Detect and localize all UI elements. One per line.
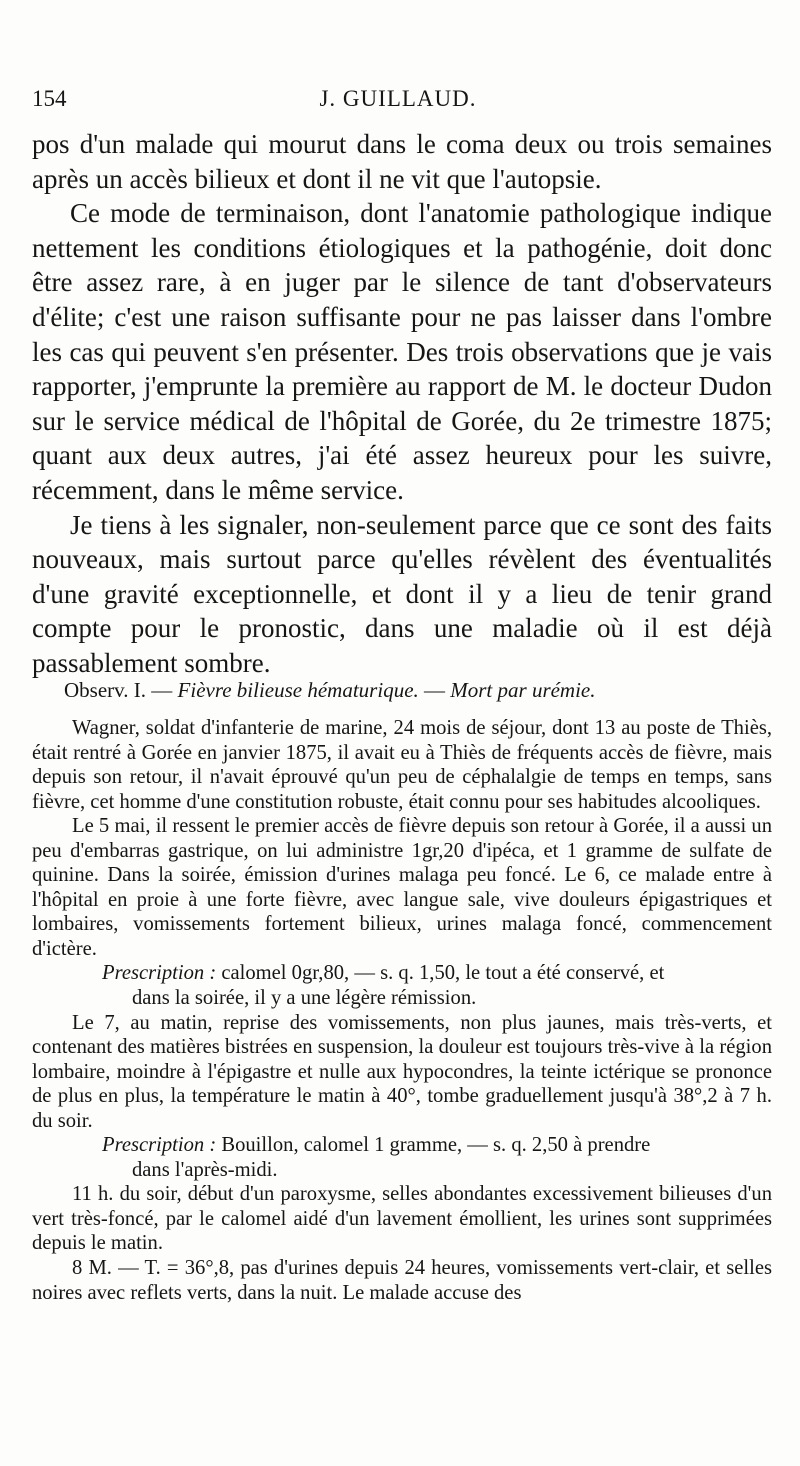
prescription-text: calomel 0gr,80, — s. q. 1,50, le tout a été conservé, et: [216, 962, 665, 985]
prescription: [32, 1133, 772, 1182]
case-paragraph: Wagner, soldat d'infanterie de marine, 24 mois de séjour, dont 13 au poste de Thiès, était rentré à Gorée en janvier 1875, il avait eu à Thiès de fréquents accès de fièvre, mais depuis son retour, il n'avait éprouvé qu'un peu de céphalalgie de temps en temps, sans fièvre, cet homme d'une constitution robuste, était connu pour ses habitudes alcooliques.: [32, 717, 772, 813]
main-text: [32, 127, 772, 681]
prescription-label: Prescription :: [102, 1134, 217, 1157]
prescription-text: dans la soirée, il y a une légère rémission.: [132, 987, 477, 1010]
observation-subtitle: Mort par urémie.: [450, 678, 596, 702]
observation-title: Fièvre bilieuse hématurique.: [177, 678, 419, 702]
running-head: J. GUILLAUD.: [319, 86, 477, 111]
prescription-label: Prescription :: [102, 962, 217, 985]
paragraph: Ce mode de terminaison, dont l'anatomie pathologique indique nettement les conditions étiologiques et la pathogénie, doit donc être assez rare, à en juger par le silence de tant d'observateurs d'élite; c'est une raison suffisante pour ne pas laisser dans l'ombre les cas qui peuvent s'en présenter. Des trois observations que je vais rapporter, j'emprunte la première au rapport de M. le docteur Dudon sur le service médical de l'hôpital de Gorée, du 2e trimestre 1875; quant aux deux autres, j'ai été assez heureux pour les suivre, récemment, dans le même service.: [32, 198, 772, 505]
prescription-text: Bouillon, calomel 1 gramme, — s. q. 2,50 à prendre: [216, 1134, 651, 1157]
case-paragraph: Le 5 mai, il ressent le premier accès de fièvre depuis son retour à Gorée, il a aussi un peu d'embarras gastrique, on lui administre 1gr,20 d'ipéca, et 1 gramme de sulfate de quinine. Dans la soirée, émission d'urines malaga peu foncé. Le 6, ce malade entre à l'hôpital en proie à une forte fièvre, avec langue sale, vive douleurs épigastriques et lombaires, vomissements fortement bilieux, urines malaga foncé, commencement d'ictère.: [32, 815, 772, 960]
prescription: [32, 961, 772, 1010]
case-paragraph: Le 7, au matin, reprise des vomissements, non plus jaunes, mais très-verts, et contenant des matières bistrées en suspension, la douleur est toujours très-vive à la région lombaire, moindre à l'épigastre et nulle aux hypocondres, la teinte ictérique se prononce de plus en plus, la température le matin à 40°, tombe graduellement jusqu'à 38°,2 à 7 h. du soir.: [32, 1011, 772, 1132]
case-paragraph: 11 h. du soir, début d'un paroxysme, selles abondantes excessivement bilieuses d'un vert très-foncé, par le calomel aidé d'un lavement émollient, les urines sont supprimées depuis le matin.: [32, 1183, 772, 1255]
prescription-text: dans l'après-midi.: [132, 1158, 278, 1181]
observation-heading: [64, 678, 744, 703]
page-number: 154: [32, 86, 67, 111]
paragraph: pos d'un malade qui mourut dans le coma deux ou trois semaines après un accès bilieux et dont il ne vit que l'autopsie.: [32, 129, 772, 194]
case-paragraph: 8 M. — T. = 36°,8, pas d'urines depuis 24 heures, vomissements vert-clair, et selles noires avec reflets verts, dans la nuit. Le malade accuse des: [32, 1257, 772, 1304]
separator: —: [146, 678, 178, 702]
observation-label: Observ. I.: [64, 678, 147, 702]
page-header: [32, 86, 764, 116]
paragraph: Je tiens à les signaler, non-seulement parce que ce sont des faits nouveaux, mais surtout parce qu'elles révèlent des éventualités d'une gravité exceptionnelle, et dont il y a lieu de tenir grand compte pour le pronostic, dans une maladie où il est déjà passablement sombre.: [32, 509, 772, 678]
separator: —: [418, 678, 451, 702]
case-report: [32, 716, 772, 1305]
